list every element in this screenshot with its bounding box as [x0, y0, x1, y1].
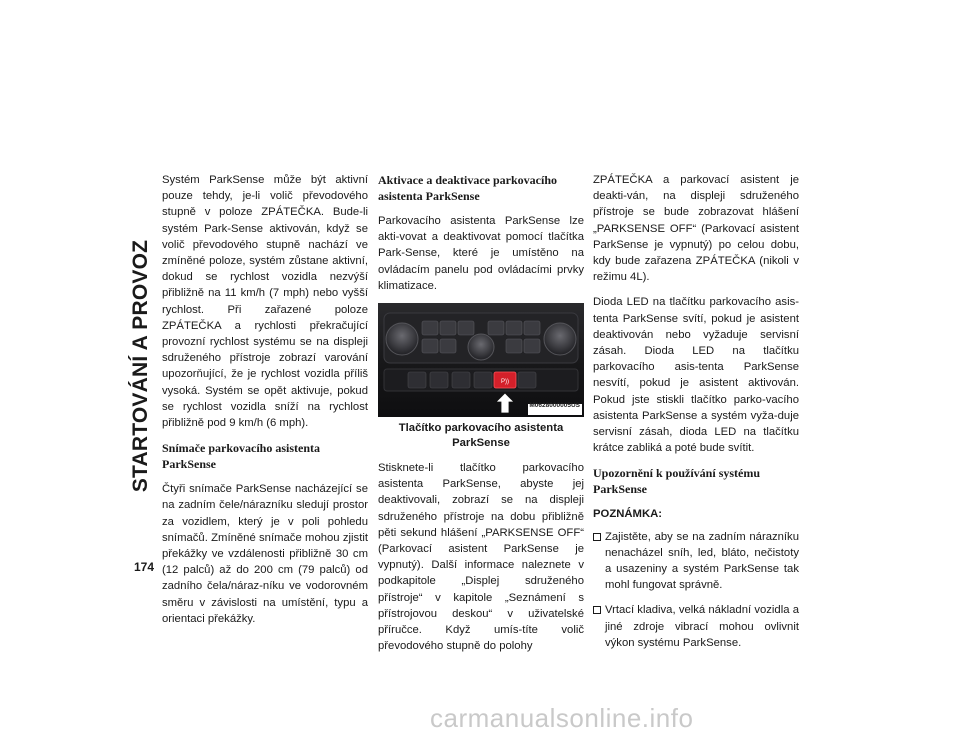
heading-sensors: Snímače parkovacího asistenta ParkSense	[162, 441, 321, 472]
note-heading: POZNÁMKA:	[593, 508, 663, 521]
heading-activation: Aktivace a deaktivace parkovacího asistenta ParkSense	[378, 173, 557, 203]
paragraph-deactivation: Stisknete-li tlačítko parkovacího asistenta ParkSense, abyste jej deaktivovali, zobrazí se na displeji sdruženého přístroje na dobu přibližně pěti sekund hlášení „PARKSENSE OFF“ (Parkovací asistent ParkSense je vypnutý). Další informace naleznete v podkapitole „Displej sdruženého přístroje“ v kapitole „Seznámení s přístrojovou deskou“ v uživatelské příručce. Když umís-títe volič převodového stupně do polohy	[378, 462, 584, 653]
checkbox-bullet-icon	[593, 533, 601, 541]
watermark: carmanualsonline.info	[430, 703, 694, 733]
column-3	[593, 172, 799, 660]
parksense-button-photo	[378, 303, 584, 417]
heading-usage-notes: Upozornění k používání systému ParkSense	[593, 466, 761, 497]
svg-text:P)): P))	[501, 379, 509, 386]
column-2	[378, 172, 584, 663]
paragraph-activation: Parkovacího asistenta ParkSense lze akti-vovat a deaktivovat pomocí tlačítka Park-Sense, které je umístěno na ovládacím panelu pod ovládacími prvky klimatizace.	[378, 215, 584, 292]
paragraph-sensors: Čtyři snímače ParkSense nacházející se na zadním čele/nárazníku sledují prostor za vozidlem, který je v poli pohledu snímačů. Zmíněné snímače mohou zjistit překážky ve vzdálenosti přibližně 30 cm (12 palců) až do 200 cm (79 palců) od zadního čela/náraz-níku ve vodorovném směru v závislosti na umístění, typu a orientaci překážky.	[162, 483, 368, 625]
column-1	[162, 172, 368, 636]
note-bullet-list	[593, 529, 799, 651]
paragraph-led: Dioda LED na tlačítku parkovacího asis-tenta ParkSense svítí, pokud je asistent deaktivován nebo vyžaduje servisní zásah. Dioda LED na tlačítku parkovacího asis-tenta ParkSense nesvítí, pokud je asistent aktivován. Pokud jste stiskli tlačítko parko-vacího asistenta ParkSense a systém vyža-duje servisní zásah, dioda LED na tlačítku krátce zabliká a poté bude svítit.	[593, 296, 799, 455]
chapter-title-text: STARTOVÁNÍ A PROVOZ	[129, 239, 153, 493]
chapter-side-title	[126, 176, 156, 556]
paragraph-reverse-off: ZPÁTEČKA a parkovací asistent je deakti-ván, na displeji sdruženého přístroje se bude zobrazovat hlášení „PARKSENSE OFF“ (Parkovací asistent ParkSense je vypnutý) po celou dobu, kdy bude zařazena ZPÁTEČKA (nikoli v režimu 4L).	[593, 174, 799, 284]
page-number: 174	[134, 560, 155, 574]
image-code: M0628000005US	[529, 401, 580, 409]
list-item	[593, 602, 799, 651]
photo-caption: Tlačítko parkovacího asistenta ParkSense	[398, 422, 564, 450]
checkbox-bullet-icon	[593, 606, 601, 614]
bullet-text: Vrtací kladiva, velká nákladní vozidla a jiné zdroje vibrací mohou ovlivnit výkon systému ParkSense.	[605, 604, 799, 649]
bullet-text: Zajistěte, aby se na zadním nárazníku nenacházel sníh, led, bláto, nečistoty a usazeniny a systém ParkSense tak mohl fungovat správně.	[605, 530, 799, 592]
paragraph-parksense-active: Systém ParkSense může být aktivní pouze tehdy, je-li volič převodového stupně v poloze ZPÁTEČKA. Bude-li systém Park-Sense aktivován, když se volič převodového stupně nachází ve zmíněné poloze, systém zůstane aktivní, dokud se rychlost vozidla nezvýší přibližně na 11 km/h (7 mph) nebo vyšší rychlost. Při zařazené poloze ZPÁTEČKA a rychlosti překračující provozní rychlost systému se na displeji sdruženého přístroje zobrazí varování upozorňující, že je rychlost vozidla příliš vysoká. Systém se opět aktivuje, pokud se rychlost vozidla sníží na rychlost přibližně pod 9 km/h (6 mph).	[162, 174, 368, 430]
list-item	[593, 529, 799, 594]
